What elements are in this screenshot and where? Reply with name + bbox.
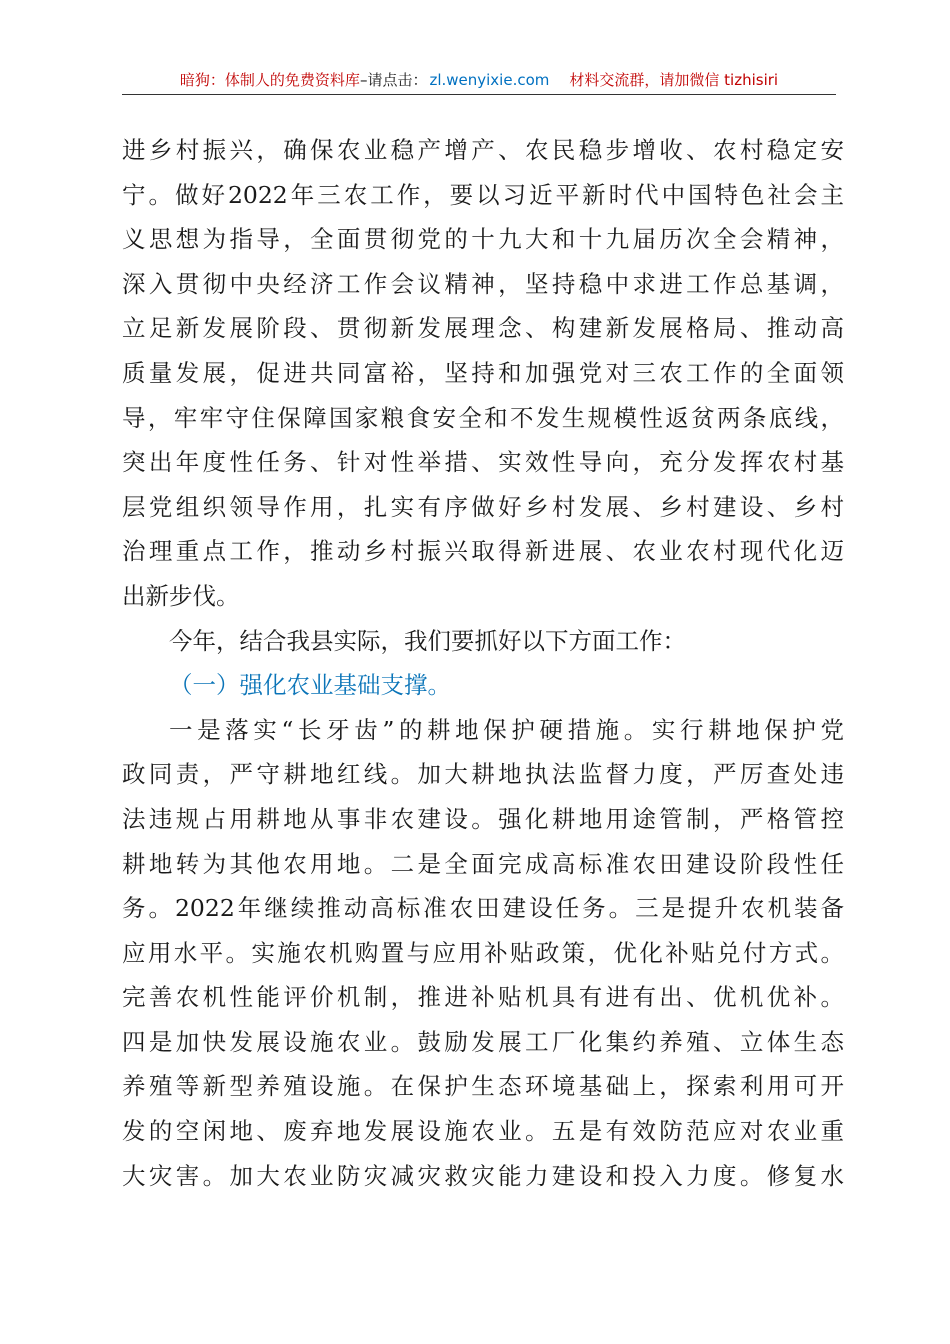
header-contact: 材料交流群，请加微信 tizhisiri — [569, 71, 779, 89]
text-line: 务。2022年继续推动高标准农田建设任务。三是提升农机装备 — [122, 894, 844, 923]
section-heading: （一）强化农业基础支撑。 — [169, 671, 451, 700]
header-prompt: –请点击： — [359, 71, 428, 89]
text-line: 政同责，严守耕地红线。加大耕地执法监督力度，严厉查处违 — [122, 760, 844, 789]
text-line: 层党组织领导作用，扎实有序做好乡村发展、乡村建设、乡村 — [122, 492, 844, 521]
text-line: 突出年度性任务、针对性举措、实效性导向，充分发挥农村基 — [122, 448, 844, 477]
text-line: 质量发展，促进共同富裕，坚持和加强党对三农工作的全面领 — [122, 358, 844, 387]
text-line: 四是加快发展设施农业。鼓励发展工厂化集约养殖、立体生态 — [122, 1027, 844, 1056]
text-line: 深入贯彻中央经济工作会议精神，坚持稳中求进工作总基调， — [122, 269, 844, 298]
text-line: 进乡村振兴，确保农业稳产增产、农民稳步增收、农村稳定安 — [122, 136, 844, 164]
text-line: 大灾害。加大农业防灾减灾救灾能力建设和投入力度。修复水 — [122, 1161, 844, 1190]
header-divider — [122, 94, 836, 95]
text-line: 宁。做好2022年三农工作，要以习近平新时代中国特色社会主 — [122, 180, 844, 209]
header-brand: 暗狗：体制人的免费资料库 — [179, 71, 360, 89]
text-line: 立足新发展阶段、贯彻新发展理念、构建新发展格局、推动高 — [122, 314, 844, 343]
header-link[interactable]: zl.wenyixie.com — [429, 71, 550, 89]
text-line: 一是落实“长牙齿”的耕地保护硬措施。实行耕地保护党 — [169, 715, 844, 744]
text-line: 发的空闲地、废弃地发展设施农业。五是有效防范应对农业重 — [122, 1117, 844, 1146]
text-line: 治理重点工作，推动乡村振兴取得新进展、农业农村现代化迈 — [122, 537, 844, 566]
text-line: 导，牢牢守住保障国家粮食安全和不发生规模性返贫两条底线， — [122, 403, 844, 432]
text-line: 义思想为指导，全面贯彻党的十九大和十九届历次全会精神， — [122, 225, 844, 254]
intro-line: 今年，结合我县实际，我们要抓好以下方面工作： — [169, 626, 686, 655]
text-line: 完善农机性能评价机制，推进补贴机具有进有出、优机优补。 — [122, 983, 844, 1012]
page-header — [122, 66, 836, 94]
text-line: 法违规占用耕地从事非农建设。强化耕地用途管制，严格管控 — [122, 804, 844, 833]
text-line: 应用水平。实施农机购置与应用补贴政策，优化补贴兑付方式。 — [122, 938, 844, 967]
document-body — [122, 128, 844, 1198]
text-line: 养殖等新型养殖设施。在保护生态环境基础上，探索利用可开 — [122, 1072, 844, 1101]
text-line: 出新步伐。 — [122, 581, 240, 610]
text-line: 耕地转为其他农用地。二是全面完成高标准农田建设阶段性任 — [122, 849, 844, 878]
